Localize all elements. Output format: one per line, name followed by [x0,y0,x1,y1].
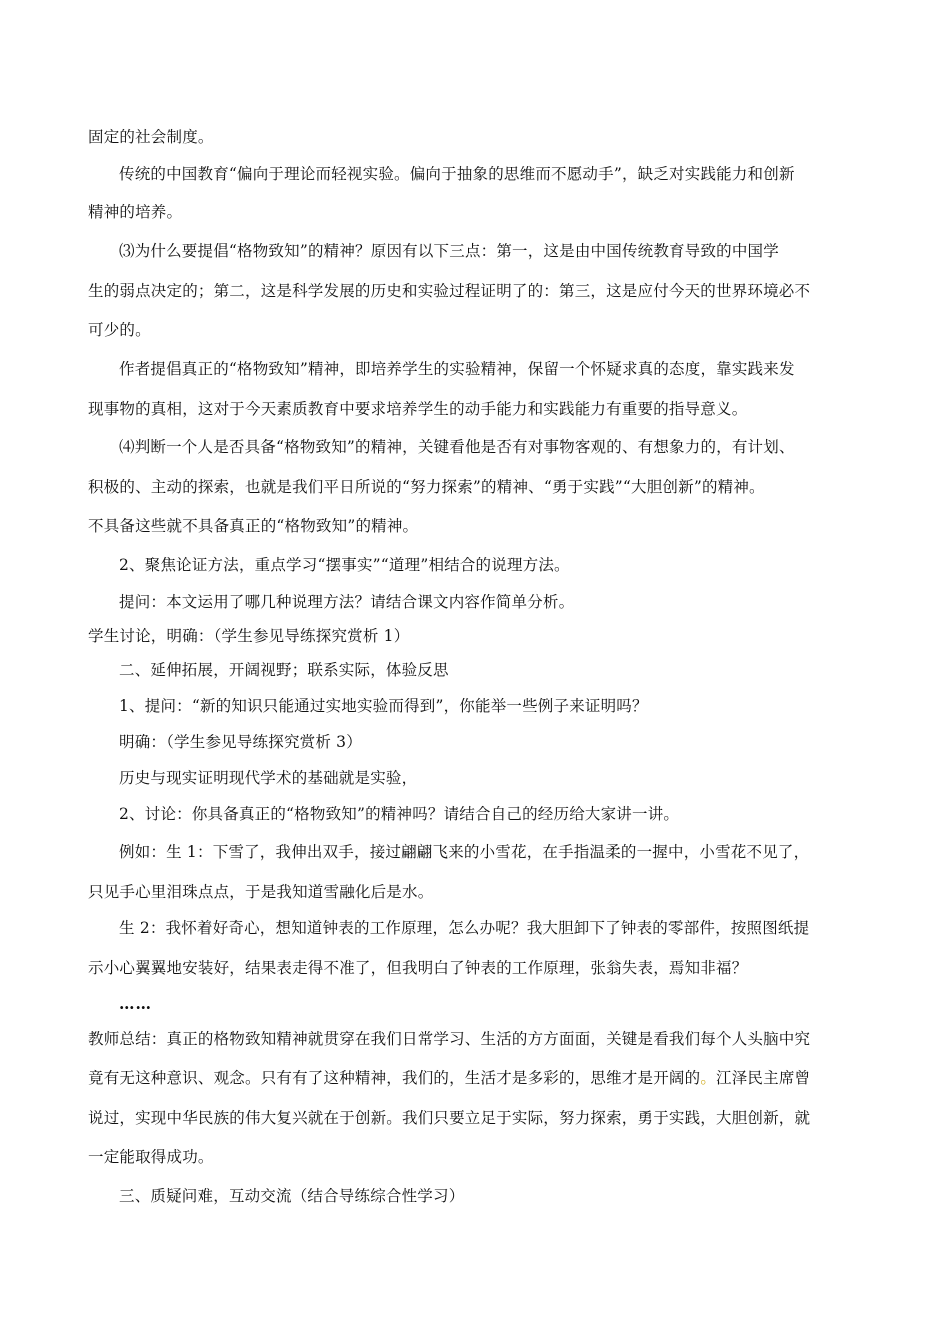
text-line: 生的弱点决定的；第二，这是科学发展的历史和实验过程证明了的：第三，这是应付今天的世界环境必不 [88,282,811,300]
text-line: 示小心翼翼地安装好，结果表走得不准了，但我明白了钟表的工作原理，张翁失表，焉知非福？ [88,959,748,977]
text-line: 生 2：我怀着好奇心，想知道钟表的工作原理，怎么办呢？我大胆卸下了钟表的零部件，按照图纸提 [119,919,810,937]
text-line: 精神的培养。 [88,203,183,221]
text-line: 只见手心里泪珠点点，于是我知道雪融化后是水。 [88,883,434,901]
text-line: 例如：生 1：下雪了，我伸出双手，接过翩翩飞来的小雪花，在手指温柔的一握中，小雪花不见了， [119,843,810,861]
text-line: 教师总结：真正的格物致知精神就贯穿在我们日常学习、生活的方方面面，关键是看我们每个人头脑中究 [88,1030,811,1048]
text-line: ⑷判断一个人是否具备“格物致知”的精神，关键看他是否有对事物客观的、有想象力的，有计划、 [119,438,795,456]
text-line: 可少的。 [88,321,151,339]
text-line: 二、延伸拓展，开阔视野；联系实际，体验反思 [119,661,449,679]
text-line: 传统的中国教育“偏向于理论而轻视实验。偏向于抽象的思维而不愿动手”，缺乏对实践能力和创新 [119,165,795,183]
text-line: 2、聚焦论证方法，重点学习“摆事实”“道理”相结合的说理方法。 [119,556,570,574]
text-line: 历史与现实证明现代学术的基础就是实验， [119,769,418,787]
text-line: 说过，实现中华民族的伟大复兴就在于创新。我们只要立足于实际，努力探索，勇于实践，大胆创新，就 [88,1109,811,1127]
text-line: 提问：本文运用了哪几种说理方法？请结合课文内容作简单分析。 [119,593,575,611]
ellipsis-line: …… [119,994,152,1013]
text-line: 1、提问：“新的知识只能通过实地实验而得到”，你能举一些例子来证明吗？ [119,697,648,715]
text-line: 积极的、主动的探索，也就是我们平日所说的“努力探索”的精神、“勇于实践”“大胆创新”的精神。 [88,478,765,496]
text-segment: 竟有无这种意识、观念。只有有了这种精神，我们的，生活才是多彩的，思维才是开阔的 [88,1069,701,1087]
text-line: 2、讨论：你具备真正的“格物致知”的精神吗？请结合自己的经历给大家讲一讲。 [119,805,680,823]
colored-dot-mark: 。 [700,1069,717,1087]
text-line: 不具备这些就不具备真正的“格物致知”的精神。 [88,517,419,535]
text-line: 现事物的真相，这对于今天素质教育中要求培养学生的动手能力和实践能力有重要的指导意义。 [88,400,748,418]
text-line: 明确：（学生参见导练探究赏析 3） [119,733,362,751]
text-line: 一定能取得成功。 [88,1148,214,1166]
text-line: 三、质疑问难，互动交流（结合导练综合性学习） [119,1187,465,1205]
text-line: 固定的社会制度。 [88,128,214,146]
text-segment: 江泽民主席曾 [716,1069,811,1087]
text-line: ⑶为什么要提倡“格物致知”的精神？原因有以下三点：第一，这是由中国传统教育导致的中国学 [119,242,779,260]
text-line: 学生讨论，明确：（学生参见导练探究赏析 1） [88,627,410,645]
text-line: 作者提倡真正的“格物致知”精神，即培养学生的实验精神，保留一个怀疑求真的态度，靠实践来发 [119,360,795,378]
text-line [88,1068,810,1088]
